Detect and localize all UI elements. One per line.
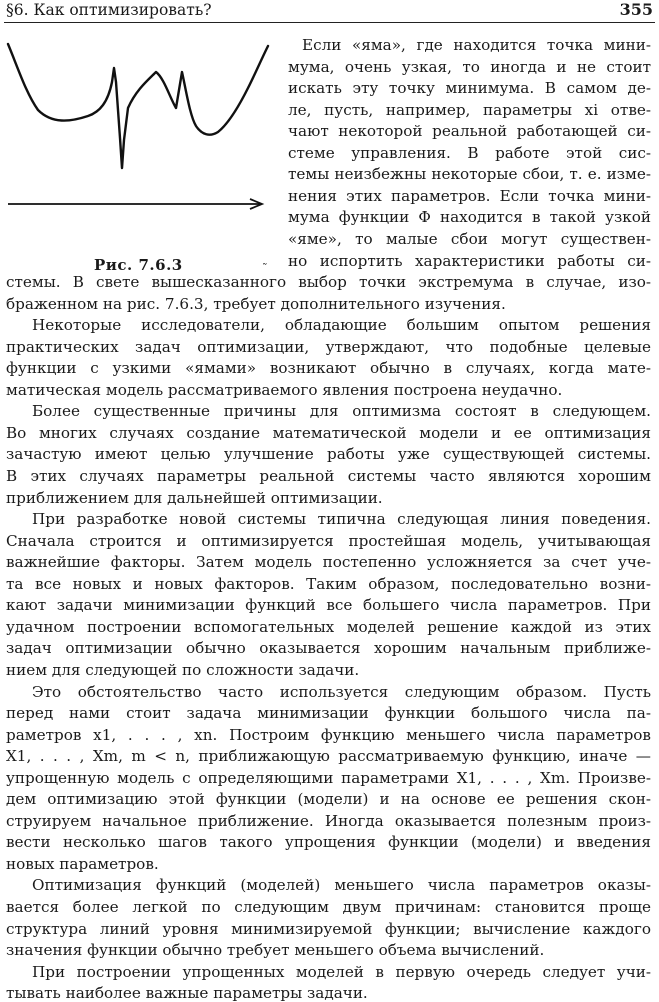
text-line: струируем начальное приближение. Иногда оказывается полезным произ- (6, 811, 651, 830)
text-line: структура линий уровня минимизируемой функции; вычисление каждого (6, 919, 651, 938)
text-line: удачном построении вспомогательных моделей решение каждой из этих (6, 617, 651, 636)
text-line: перед нами стоит задача минимизации функции большого числа па- (6, 704, 651, 723)
text-line: При разработке новой системы типична следующая линия поведения. (32, 510, 651, 529)
text-line: В этих случаях параметры реальной системы часто являются хорошим (6, 467, 651, 485)
text-line: упрощенную модель с определяющими параметрами X1, . . . , Xm. Произве- (6, 768, 651, 787)
text-line: кают задачи минимизации функций все большего числа параметров. При (6, 596, 651, 615)
text-line: браженном на рис. 7.6.3, требует дополнительного изучения. (6, 294, 506, 313)
text-line: Это обстоятельство часто используется следующим образом. Пусть (32, 682, 651, 701)
text-line: приближением для дальнейшей оптимизации. (6, 488, 383, 507)
text-line: При построении упрощенных моделей в первую очередь следует учи- (32, 962, 651, 981)
text-line: Если «яма», где находится точка мини- (302, 36, 651, 54)
text-line: но испортить характеристики работы си- (288, 251, 651, 270)
text-line: Оптимизация функций (моделей) меньшего числа параметров оказы- (32, 876, 651, 895)
text-line: искать эту точку минимума. В самом де- (288, 79, 651, 98)
function-plot (6, 38, 270, 218)
text-line: X1, . . . , Xm, m < n, приближающую рассматриваемую функцию, иначе — (6, 747, 651, 766)
text-line: практических задач оптимизации, утверждают, что подобные целевые (6, 337, 651, 356)
text-line: зачастую имеют целью улучшение работы уже существующей системы. (6, 445, 651, 464)
function-curve (8, 44, 268, 168)
text-line: задач оптимизации обычно оказывается хорошим начальным приближе- (6, 639, 651, 658)
text-line: чают некоторой реальной работающей си- (288, 122, 651, 141)
text-line: ле, пусть, например, параметры xi отве- (288, 100, 651, 119)
running-header (4, 0, 655, 23)
figure-7-6-3 (6, 38, 270, 275)
text-line: Некоторые исследователи, обладающие большим опытом решения (32, 316, 651, 335)
text-line: та все новых и новых факторов. Таким образом, последовательно возни- (6, 574, 651, 593)
text-line: темы неизбежны некоторые сбои, т. е. изме- (288, 165, 651, 184)
text-line: Сначала строится и оптимизируется простейшая модель, учитывающая (6, 531, 651, 550)
text-line: тывать наиболее важные параметры задачи. (6, 984, 368, 1002)
text-line: нием для следующей по сложности задачи. (6, 660, 360, 679)
figure-caption: Рис. 7.6.3 (94, 256, 183, 274)
stray-mark: ˜ (262, 262, 268, 275)
text-line: значения функции обычно требует меньшего объема вычислений. (6, 941, 545, 960)
text-line: Более существенные причины для оптимизма состоят в следующем. (32, 402, 651, 421)
text-line: важнейшие факторы. Затем модель постепенно усложняется за счет уче- (6, 553, 651, 572)
text-line: матическая модель рассматриваемого явления построена неудачно. (6, 380, 563, 399)
text-line: мума функции Φ находится в такой узкой (288, 208, 651, 227)
text-line: нения этих параметров. Если точка мини- (288, 186, 651, 205)
text-line: Во многих случаях создание математической модели и ее оптимизация (6, 423, 651, 442)
text-line: новых параметров. (6, 854, 159, 873)
text-line: мума, очень узкая, то иногда и не стоит (288, 57, 651, 76)
text-line: вести несколько шагов такого упрощения функции (модели) и введения (6, 833, 651, 852)
text-line: стемы. В свете вышесказанного выбор точки экстремума в случае, изо- (6, 273, 651, 292)
text-line: стеме управления. В работе этой сис- (288, 143, 651, 162)
text-line: дем оптимизацию этой функции (модели) и на основе ее решения скон- (6, 790, 651, 809)
text-line: вается более легкой по следующим двум причинам: становится проще (6, 898, 651, 916)
section-title: §6. Как оптимизировать? (6, 1, 212, 19)
text-line: раметров x1, . . . , xn. Построим функцию меньшего числа параметров (6, 725, 651, 744)
text-line: «яме», то малые сбои могут существен- (288, 229, 651, 248)
page-number: 355 (619, 0, 653, 19)
text-line: функции с узкими «ямами» возникают обычно в случаях, когда мате- (6, 359, 651, 378)
